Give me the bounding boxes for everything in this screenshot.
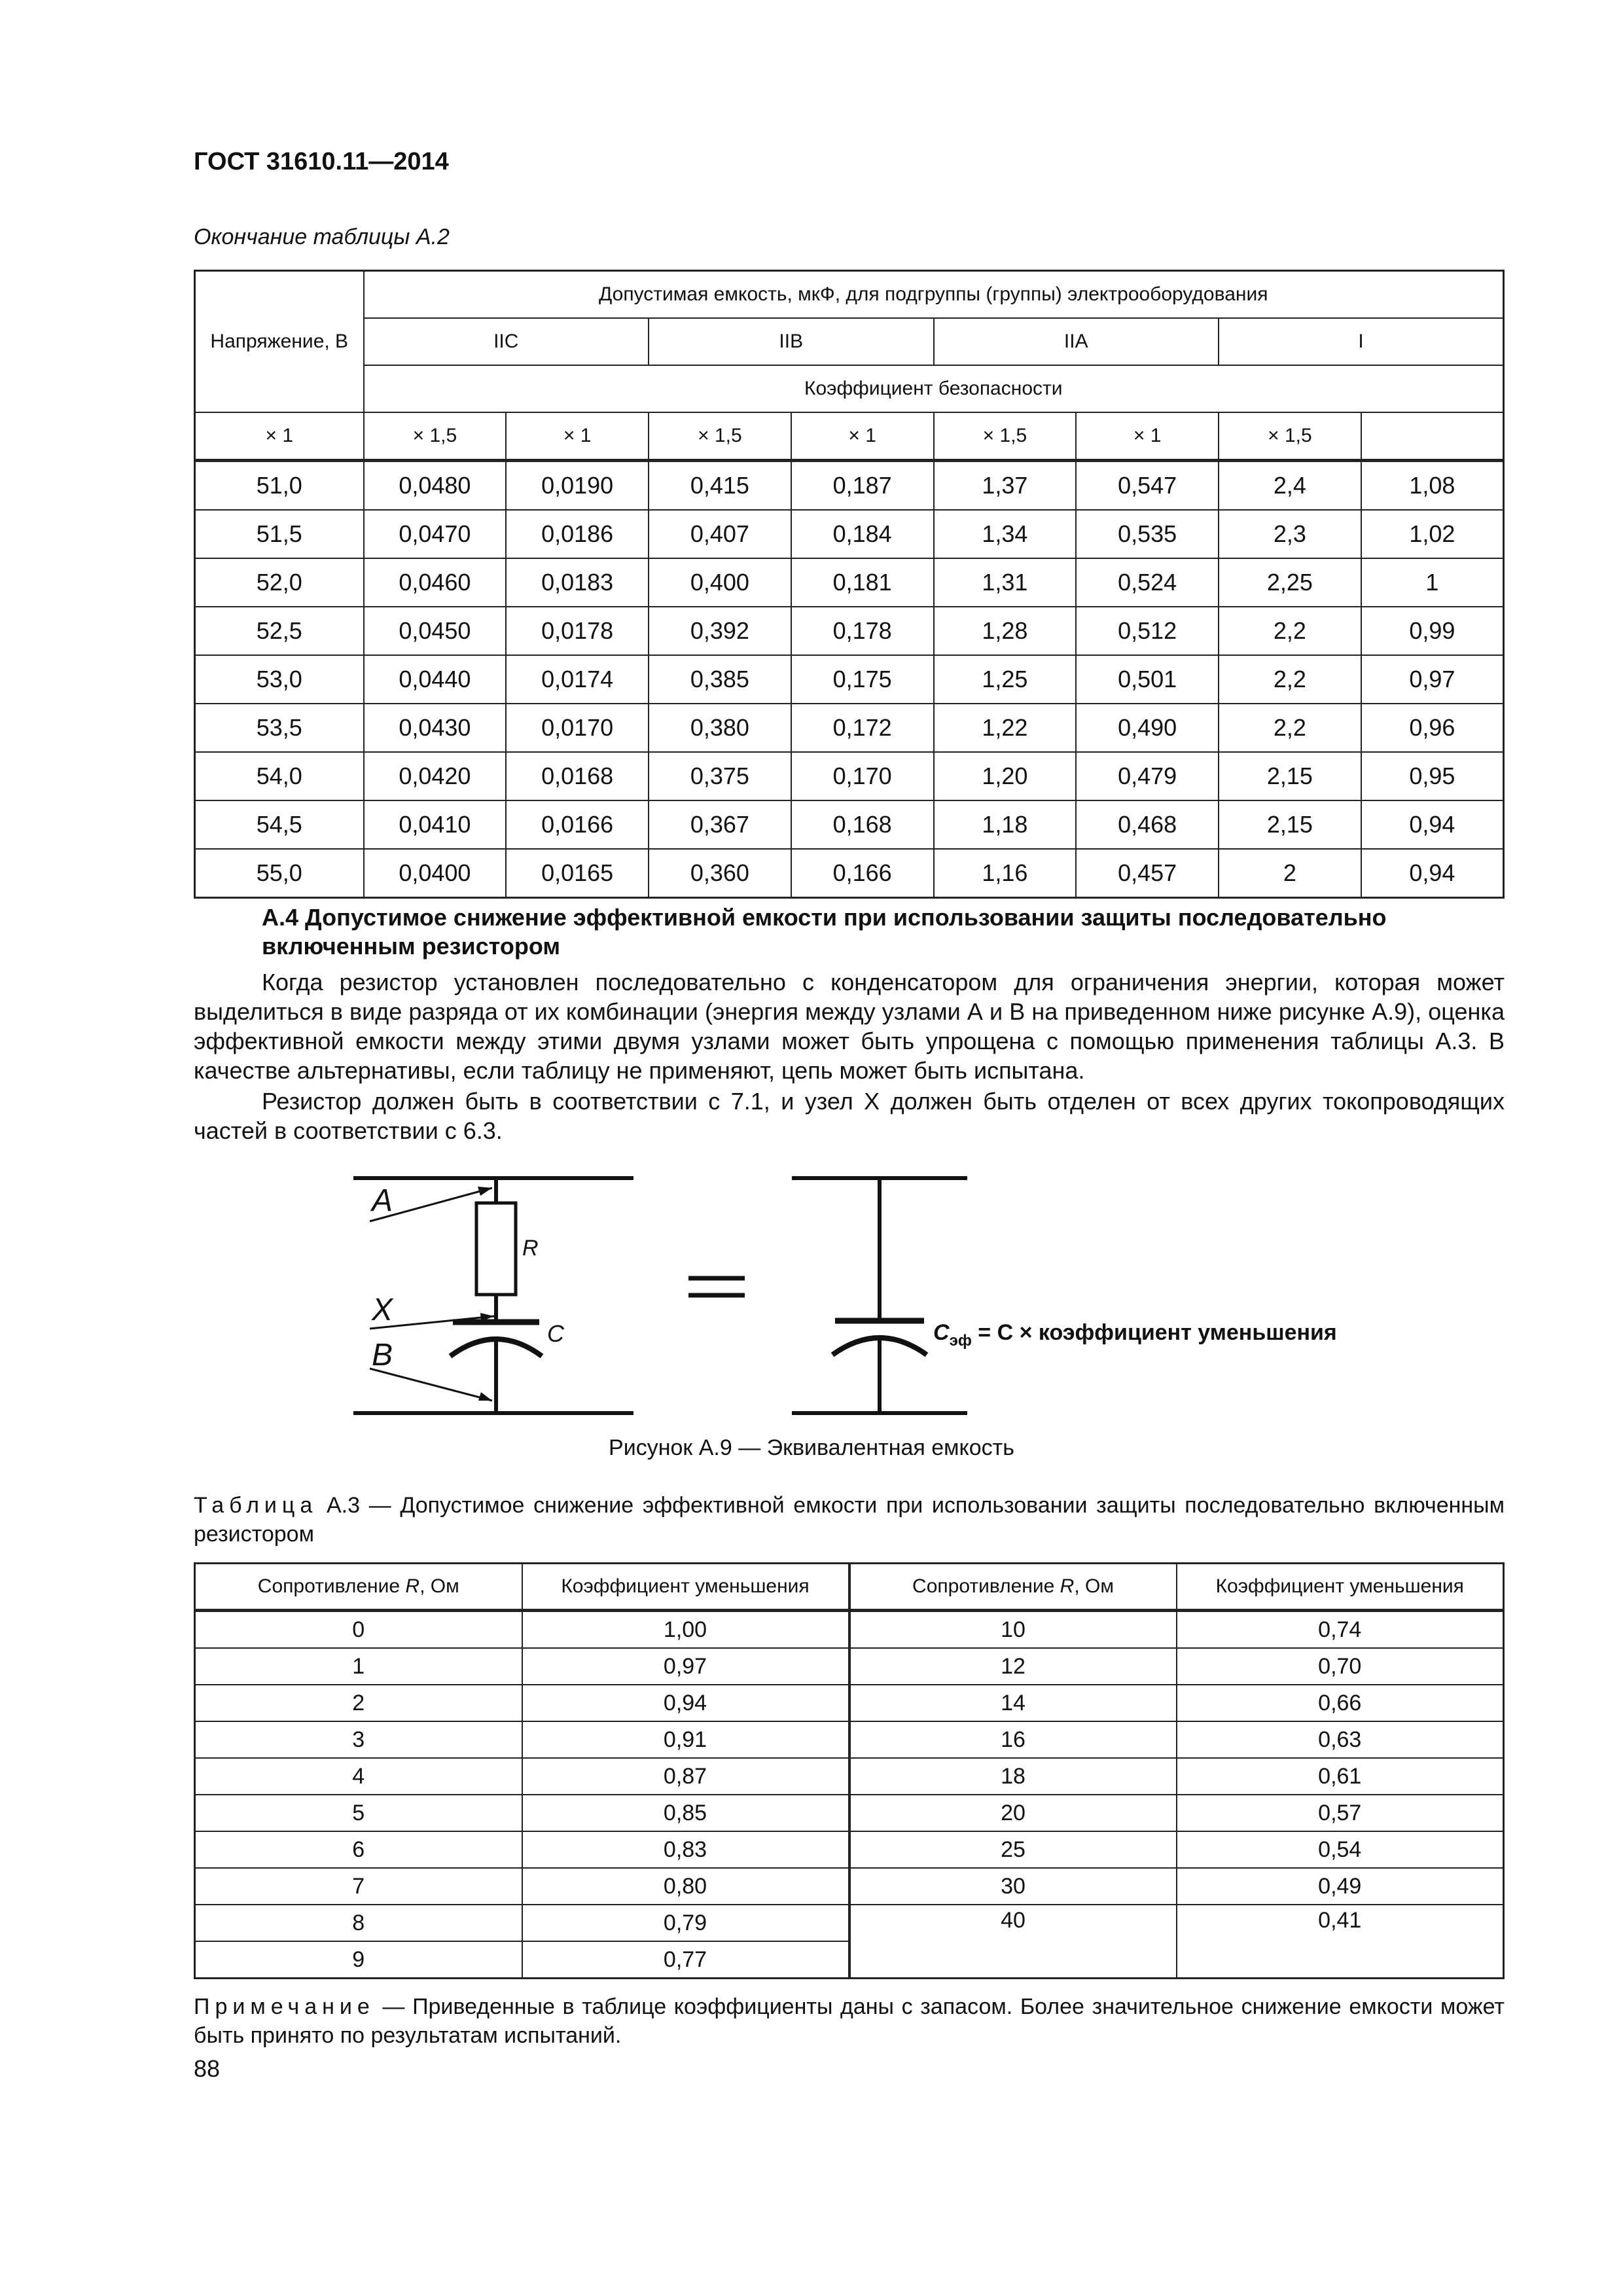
capacity-cell: 0,0186: [506, 510, 649, 558]
factor-cell: 0,74: [1177, 1611, 1504, 1649]
safety-factor-cell: × 1: [1076, 412, 1219, 461]
capacity-cell: 1: [1361, 558, 1504, 607]
capacity-cell: 1,25: [934, 655, 1077, 704]
capacity-cell: 0,0183: [506, 558, 649, 607]
capacity-cell: 0,479: [1076, 752, 1219, 800]
factor-cell: 0,83: [522, 1831, 849, 1868]
arrow-head: [480, 1313, 494, 1321]
table-continuation-caption: Окончание таблицы А.2: [194, 224, 450, 249]
factor-cell: 0,77: [522, 1941, 849, 1979]
resistance-cell: 4: [195, 1758, 522, 1795]
resistance-header: Сопротивление R, Ом: [849, 1564, 1177, 1611]
capacity-header: Допустимая емкость, мкФ, для подгруппы (группы) электрооборудования: [364, 271, 1504, 319]
capacity-cell: 0,0460: [364, 558, 507, 607]
capacity-cell: 0,457: [1076, 849, 1219, 898]
capacity-cell: 0,170: [791, 752, 934, 800]
resistance-cell: 7: [195, 1868, 522, 1905]
capacity-cell: 1,37: [934, 461, 1077, 511]
factor-cell: 0,94: [522, 1685, 849, 1721]
capacity-cell: 2,25: [1219, 558, 1361, 607]
resistance-cell: 18: [849, 1758, 1177, 1795]
capacity-cell: 2: [1219, 849, 1361, 898]
voltage-cell: 53,0: [195, 655, 364, 704]
capacity-cell: 2,3: [1219, 510, 1361, 558]
capacity-cell: 0,0166: [506, 800, 649, 849]
safety-factor-cell: × 1,5: [934, 412, 1077, 461]
capacity-cell: 0,0168: [506, 752, 649, 800]
resistance-cell: 10: [849, 1611, 1177, 1649]
resistor-label: R: [522, 1236, 539, 1261]
factor-cell: 0,41: [1177, 1905, 1504, 1979]
capacity-cell: 0,0190: [506, 461, 649, 511]
table-row: [195, 607, 1504, 655]
factor-cell: 0,79: [522, 1905, 849, 1941]
resistance-cell: 5: [195, 1795, 522, 1831]
table-a3: [194, 1562, 1505, 1979]
capacity-cell: 0,0440: [364, 655, 507, 704]
safety-factor-header: Коэффициент безопасности: [364, 365, 1504, 412]
capacity-cell: 0,0178: [506, 607, 649, 655]
resistance-cell: 16: [849, 1721, 1177, 1758]
capacity-cell: 0,535: [1076, 510, 1219, 558]
figure-a9-caption: Рисунок А.9 — Эквивалентная емкость: [609, 1435, 1014, 1460]
capacity-cell: 0,99: [1361, 607, 1504, 655]
capacity-cell: 0,0400: [364, 849, 507, 898]
table-row: [195, 1685, 1504, 1721]
factor-cell: 1,00: [522, 1611, 849, 1649]
voltage-cell: 55,0: [195, 849, 364, 898]
resistance-cell: 0: [195, 1611, 522, 1649]
capacity-cell: 2,2: [1219, 607, 1361, 655]
equivalent-formula: $C_{эф} = C$ × коэффициент уменьшения: [933, 1320, 1337, 1350]
capacity-cell: 1,34: [934, 510, 1077, 558]
resistance-cell: 6: [195, 1831, 522, 1868]
safety-factor-cell: × 1: [506, 412, 649, 461]
capacity-cell: 2,15: [1219, 752, 1361, 800]
resistance-cell: 1: [195, 1648, 522, 1685]
resistance-cell: 8: [195, 1905, 522, 1941]
capacity-cell: 2,15: [1219, 800, 1361, 849]
table-row: [195, 510, 1504, 558]
factor-cell: 0,61: [1177, 1758, 1504, 1795]
safety-factor-cell: × 1: [791, 412, 934, 461]
capacity-cell: 2,4: [1219, 461, 1361, 511]
capacity-cell: 0,0430: [364, 704, 507, 752]
voltage-cell: 52,5: [195, 607, 364, 655]
page-number: 88: [194, 2055, 221, 2082]
factor-cell: 0,66: [1177, 1685, 1504, 1721]
voltage-cell: 54,0: [195, 752, 364, 800]
capacity-cell: 0,380: [649, 704, 791, 752]
arrow-head: [478, 1392, 492, 1401]
safety-factor-cell: × 1,5: [649, 412, 791, 461]
resistor-symbol: [476, 1203, 516, 1295]
capacity-cell: 1,20: [934, 752, 1077, 800]
capacity-cell: 0,166: [791, 849, 934, 898]
node-label-a: A: [372, 1183, 393, 1218]
factor-cell: 0,70: [1177, 1648, 1504, 1685]
capacity-cell: 0,501: [1076, 655, 1219, 704]
capacity-cell: 0,96: [1361, 704, 1504, 752]
capacity-cell: 0,172: [791, 704, 934, 752]
capacity-cell: 0,407: [649, 510, 791, 558]
table-row: [195, 849, 1504, 898]
resistance-cell: 9: [195, 1941, 522, 1979]
capacity-cell: 1,22: [934, 704, 1077, 752]
factor-cell: 0,97: [522, 1648, 849, 1685]
safety-factor-cell: × 1,5: [1219, 412, 1361, 461]
table-row: [195, 1721, 1504, 1758]
voltage-cell: 51,0: [195, 461, 364, 511]
capacity-cell: 0,95: [1361, 752, 1504, 800]
capacity-cell: 0,178: [791, 607, 934, 655]
capacity-cell: 0,468: [1076, 800, 1219, 849]
group-header: IIB: [649, 318, 934, 365]
resistance-cell: 30: [849, 1868, 1177, 1905]
voltage-header: Напряжение, В: [195, 271, 364, 413]
factor-cell: 0,57: [1177, 1795, 1504, 1831]
capacity-cell: 1,16: [934, 849, 1077, 898]
capacity-cell: 0,0410: [364, 800, 507, 849]
factor-row: [195, 412, 1504, 461]
capacity-cell: 0,512: [1076, 607, 1219, 655]
voltage-cell: 53,5: [195, 704, 364, 752]
capacity-cell: 1,28: [934, 607, 1077, 655]
capacitor-curved-plate: [450, 1339, 542, 1356]
capacity-cell: 0,0170: [506, 704, 649, 752]
capacity-cell: 0,94: [1361, 800, 1504, 849]
table-row: [195, 752, 1504, 800]
resistance-cell: 20: [849, 1795, 1177, 1831]
capacity-cell: 0,0174: [506, 655, 649, 704]
node-label-x: X: [372, 1293, 393, 1327]
factor-cell: 0,85: [522, 1795, 849, 1831]
resistance-cell: 14: [849, 1685, 1177, 1721]
table-row: [195, 800, 1504, 849]
table-row: [195, 461, 1504, 511]
table-row: [195, 704, 1504, 752]
capacity-cell: 0,367: [649, 800, 791, 849]
capacity-cell: 1,18: [934, 800, 1077, 849]
section-a4-paragraph: Резистор должен быть в соответствии с 7.1, и узел Х должен быть отделен от всех других токопроводящих частей в соответствии с 6.3.: [194, 1088, 1505, 1144]
capacity-cell: 0,415: [649, 461, 791, 511]
group-header: I: [1219, 318, 1504, 365]
table-row: [195, 558, 1504, 607]
resistance-header: Сопротивление R, Ом: [195, 1564, 522, 1611]
factor-header: Коэффициент уменьшения: [1177, 1564, 1504, 1611]
factor-cell: 0,49: [1177, 1868, 1504, 1905]
capacity-cell: 0,175: [791, 655, 934, 704]
factor-cell: 0,54: [1177, 1831, 1504, 1868]
capacity-cell: 0,94: [1361, 849, 1504, 898]
capacity-cell: 0,375: [649, 752, 791, 800]
capacity-cell: 0,0480: [364, 461, 507, 511]
capacity-cell: 2,2: [1219, 704, 1361, 752]
capacity-cell: 0,187: [791, 461, 934, 511]
capacity-cell: 0,0450: [364, 607, 507, 655]
section-a4-heading: А.4 Допустимое снижение эффективной емкости при использовании защиты последовательно включенным резистором: [262, 904, 1387, 960]
group-header: IIC: [364, 318, 649, 365]
capacity-cell: 1,31: [934, 558, 1077, 607]
arrow-head: [478, 1187, 492, 1196]
voltage-cell: 51,5: [195, 510, 364, 558]
group-header: IIA: [934, 318, 1219, 365]
safety-factor-cell: × 1,5: [364, 412, 507, 461]
capacity-cell: 1,02: [1361, 510, 1504, 558]
table-row: [195, 1868, 1504, 1905]
resistance-cell: 25: [849, 1831, 1177, 1868]
factor-cell: 0,63: [1177, 1721, 1504, 1758]
factor-cell: 0,87: [522, 1758, 849, 1795]
section-a4-paragraph: Когда резистор установлен последовательно с конденсатором для ограничения энергии, которая может выделиться в виде разряда от их комбинации (энергия между узлами А и В на приведенном ниже рисунке А.9), оценка эффективной емкости между этими двумя узлами может быть упрощена с помощью применения таблицы А.3. В качестве альтернативы, если таблицу не применяют, цепь может быть испытана.: [194, 969, 1505, 1084]
capacity-cell: 0,181: [791, 558, 934, 607]
voltage-cell: 52,0: [195, 558, 364, 607]
capacity-cell: 0,0165: [506, 849, 649, 898]
capacity-cell: 0,524: [1076, 558, 1219, 607]
factor-header: Коэффициент уменьшения: [522, 1564, 849, 1611]
capacity-cell: 0,0470: [364, 510, 507, 558]
capacity-cell: 0,97: [1361, 655, 1504, 704]
capacity-cell: 0,168: [791, 800, 934, 849]
capacity-cell: 2,2: [1219, 655, 1361, 704]
resistance-cell: 2: [195, 1685, 522, 1721]
table-row: [195, 1648, 1504, 1685]
factor-cell: 0,91: [522, 1721, 849, 1758]
capacity-cell: 0,360: [649, 849, 791, 898]
table-row: [195, 1905, 1504, 1941]
table-a2: [194, 270, 1505, 899]
capacity-cell: 0,385: [649, 655, 791, 704]
factor-cell: 0,80: [522, 1868, 849, 1905]
capacity-cell: 0,184: [791, 510, 934, 558]
capacity-cell: 0,490: [1076, 704, 1219, 752]
capacity-cell: 1,08: [1361, 461, 1504, 511]
voltage-cell: 54,5: [195, 800, 364, 849]
table-a3-caption: Таблица А.3 — Допустимое снижение эффективной емкости при использовании защиты последовательно включенным резистором: [194, 1493, 1505, 1547]
capacity-cell: 0,392: [649, 607, 791, 655]
table-row: [195, 1758, 1504, 1795]
resistance-cell: 40: [849, 1905, 1177, 1979]
node-label-b: B: [372, 1338, 393, 1372]
table-note: Примечание — Приведенные в таблице коэффициенты даны с запасом. Более значительное снижение емкости может быть принято по результатам испытаний.: [194, 1994, 1505, 2048]
table-row: [195, 1795, 1504, 1831]
table-row: [195, 1831, 1504, 1868]
capacity-cell: 0,547: [1076, 461, 1219, 511]
capacity-cell: 0,400: [649, 558, 791, 607]
capacity-cell: 0,0420: [364, 752, 507, 800]
table-row: [195, 655, 1504, 704]
capacitor-label: C: [547, 1320, 564, 1347]
safety-factor-cell: × 1: [195, 412, 364, 461]
table-row: [195, 1611, 1504, 1649]
document-title: ГОСТ 31610.11—2014: [194, 148, 449, 175]
resistance-cell: 3: [195, 1721, 522, 1758]
resistance-cell: 12: [849, 1648, 1177, 1685]
